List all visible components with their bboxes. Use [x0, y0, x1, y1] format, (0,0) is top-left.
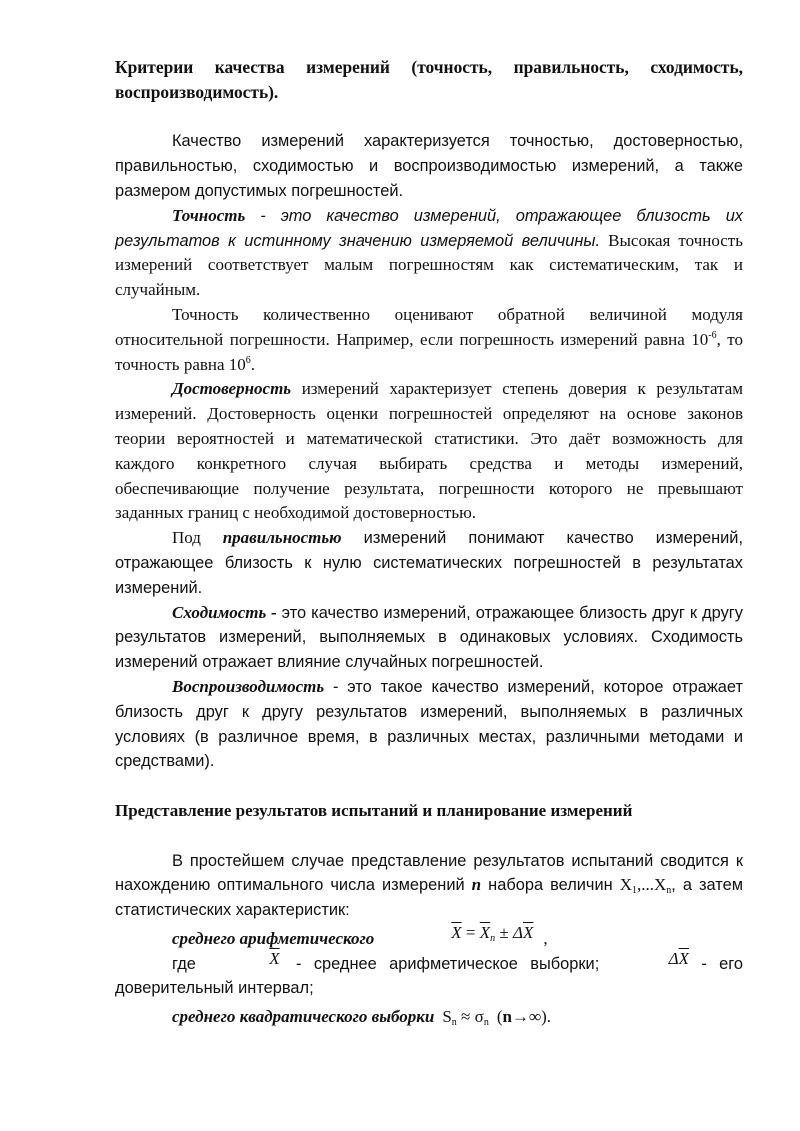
paragraph-results-intro	[115, 849, 743, 923]
where-text-2: - его доверительный интервал;	[115, 954, 743, 998]
limit-n-infinity: n→∞	[502, 1007, 542, 1027]
variable-n: n	[471, 875, 482, 895]
section-heading-results: Представление результатов испытаний и планирование измерений	[115, 800, 633, 820]
plus-minus-sign: ±	[495, 922, 513, 942]
x-bar-symbol: $\overline{X}$	[269, 948, 280, 968]
accuracy-text: Высокая точность измерений соответствует малым погрешностям как систематическим, так и случайным.	[115, 230, 743, 300]
paragraph-rms	[115, 1005, 743, 1030]
period: .	[250, 354, 256, 374]
spacer	[115, 105, 743, 130]
paragraph-reliability	[115, 377, 743, 526]
results-text-1: В простейшем случае представление результатов испытаний сводится к нахождению оптимального числа измерений	[115, 851, 743, 895]
subscript-1: 1	[632, 885, 637, 897]
term-reliability: Достоверность	[172, 379, 292, 399]
sigma-symbol: σ	[474, 1007, 484, 1027]
term-arithmetic-mean: среднего арифметического	[172, 928, 375, 948]
spacer	[115, 774, 743, 799]
exponent-positive: 6	[245, 354, 251, 366]
term-correctness: правильностью	[222, 528, 342, 548]
paragraph-reproducibility	[115, 675, 743, 774]
paragraph-accuracy	[115, 204, 743, 303]
x-bar-symbol: $\overline{X}$	[451, 922, 462, 942]
subscript-n: n	[666, 885, 672, 897]
x-bar-symbol: $\overline{X}$	[522, 922, 534, 942]
reliability-text: измерений характеризует степень доверия к результатам измерений. Достоверность оценки погрешностей определяют на основе законов теории вероятностей и математической статистики. Это даёт возможность для каждого конкретного случая выбирать средства и методы измерений, обеспечивающие получение результата, погрешности которого не превышают заданных границ с необходимой достоверностью.	[115, 379, 743, 523]
term-convergence: Сходимость -	[172, 602, 277, 622]
accuracy-definition: - это качество измерений, отражающее близость их результатов к истинному значению измеряемой величины.	[115, 206, 743, 250]
where-prefix: где	[172, 954, 209, 973]
subscript-n: n	[451, 1017, 457, 1029]
section-heading-criteria: Критерии качества измерений (точность, правильность, сходимость, воспроизводимость).	[115, 57, 743, 102]
term-accuracy: Точность	[172, 205, 246, 225]
accuracy-quant-text-2: , то точность равна 10	[115, 329, 743, 374]
formula-rms	[442, 1007, 551, 1029]
exponent-negative: -6	[708, 329, 717, 341]
x-symbol: X	[619, 875, 632, 895]
paragraph-convergence	[115, 601, 743, 675]
variable-x1	[619, 875, 672, 897]
formula-mean	[394, 921, 533, 946]
subscript-n: n	[490, 932, 496, 944]
subscript-n: n	[483, 1017, 489, 1029]
term-rms: среднего квадратического выборки	[172, 1007, 435, 1027]
reproducibility-text: - это такое качество измерений, которое отражает близость друг к другу результатов измерений, выполняемых в различных условиях (в различное время, в различных местах, различными методами и средствами).	[115, 677, 743, 771]
results-text-2: набора величин	[481, 876, 620, 895]
spacer	[115, 824, 743, 849]
where-text: - среднее арифметическое выборки;	[283, 954, 612, 973]
correctness-text: измерений понимают качество измерений, отражающее близость к нулю систематических погрешностей в результатах измерений.	[115, 529, 744, 597]
delta-symbol: Δ	[668, 948, 679, 968]
paragraph-correctness	[115, 526, 743, 600]
convergence-text: это качество измерений, отражающее близость друг к другу результатов измерений, выполняемых в одинаковых условиях. Сходимость измерений отражает влияние случайных погрешностей.	[115, 603, 743, 672]
paragraph-accuracy-quantification	[115, 303, 743, 377]
paren-close: ).	[541, 1007, 551, 1027]
paren-open: (	[496, 1007, 503, 1027]
ellipsis: ,...	[637, 875, 654, 895]
approx-sign: ≈	[456, 1007, 475, 1027]
x-bar-symbol: $\overline{X}$	[479, 922, 491, 942]
delta-symbol: Δ	[512, 922, 523, 942]
accuracy-quant-text: Точность количественно оценивают обратной величиной модуля относительной погрешности. Например, если погрешность измерений равна 10	[115, 304, 743, 349]
correctness-prefix: Под	[172, 528, 223, 548]
term-reproducibility: Воспроизводимость	[172, 676, 325, 696]
paragraph-where	[115, 948, 743, 1002]
delta-x-symbol	[612, 947, 689, 972]
comma: ,	[543, 928, 548, 948]
s-symbol: S	[442, 1007, 452, 1027]
paragraph-quality-intro: Качество измерений характеризуется точностью, достоверностью, правильностью, сходимостью и воспроизводимостью измерений, а также размером допустимых погрешностей.	[115, 132, 743, 200]
results-text-3: , а затем статистических характеристик:	[115, 876, 744, 920]
x-bar-symbol: $\overline{X}$	[678, 948, 689, 968]
equals-sign: =	[461, 922, 480, 942]
x-symbol: X	[654, 875, 667, 895]
document-page	[115, 55, 743, 1030]
